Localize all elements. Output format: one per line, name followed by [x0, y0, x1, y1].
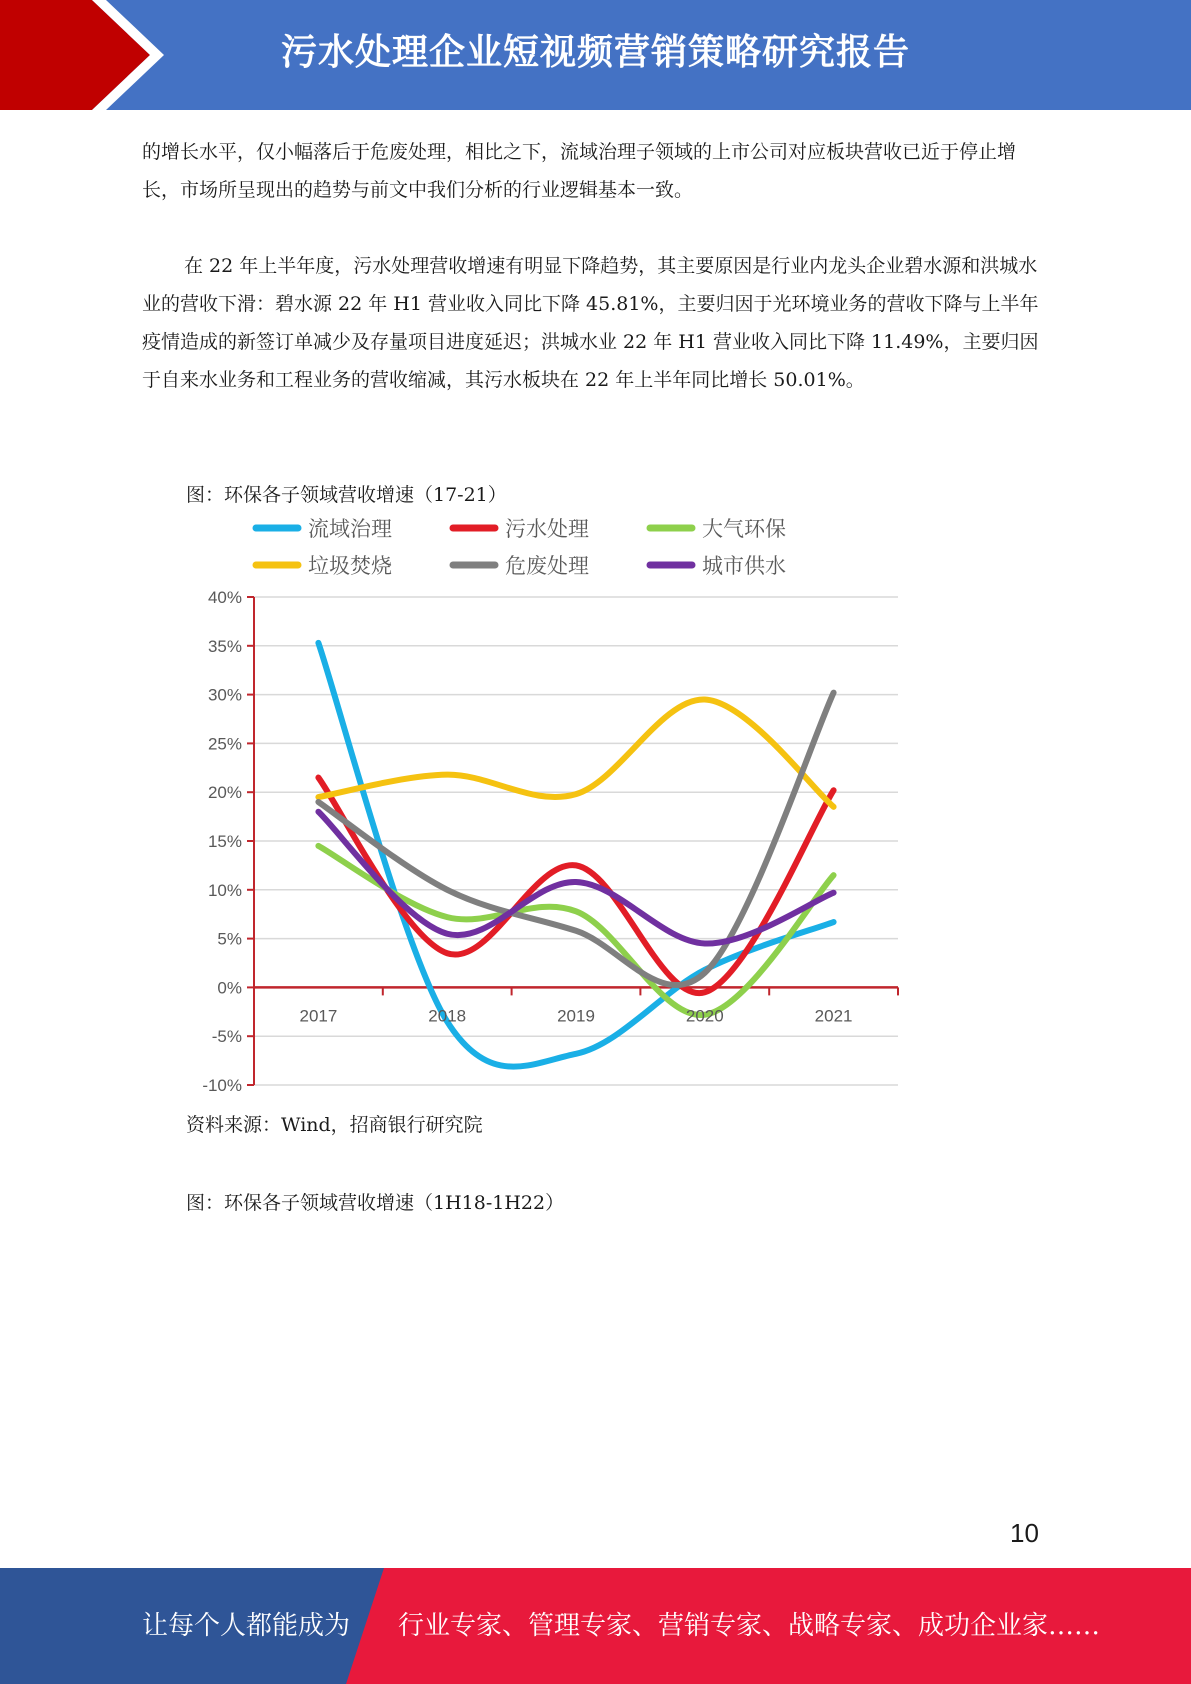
- x-tick-label: 2019: [557, 1006, 595, 1026]
- y-tick-label: 15%: [207, 832, 242, 851]
- series-line-4: [318, 699, 833, 806]
- x-tick-label: 2017: [299, 1006, 338, 1026]
- y-tick-label: 30%: [207, 685, 242, 705]
- figure-1-caption: 图：环保各子领域营收增速（17-21）: [186, 484, 507, 506]
- page-footer: [0, 1568, 1191, 1684]
- footer-slogan-left: 让每个人都能成为: [142, 1611, 351, 1641]
- figure-2-caption: 图：环保各子领域营收增速（1H18-1H22）: [186, 1192, 565, 1214]
- legend-label: 污水处理: [505, 517, 589, 541]
- y-tick-label: 40%: [207, 588, 242, 607]
- body-paragraph-1: 的增长水平，仅小幅落后于危废处理，相比之下，流域治理子领域的上市公司对应板块营收已近于停止增长，市场所呈现出的趋势与前文中我们分析的行业逻辑基本一致。: [142, 141, 1017, 201]
- y-tick-label: 35%: [207, 636, 242, 656]
- y-tick-label: -5%: [211, 1027, 242, 1047]
- y-tick-label: 10%: [207, 880, 242, 900]
- legend-label: 流域治理: [308, 517, 392, 541]
- legend-label: 大气环保: [702, 517, 786, 541]
- footer-slogan-right: 行业专家、管理专家、营销专家、战略专家、成功企业家……: [398, 1611, 1101, 1641]
- x-tick-label: 2021: [814, 1006, 853, 1026]
- legend-label: 危废处理: [505, 554, 589, 578]
- page-number: 10: [1010, 1518, 1039, 1548]
- figure-1-source: 资料来源：Wind，招商银行研究院: [186, 1114, 483, 1136]
- page-header: [0, 0, 1191, 110]
- y-tick-label: 20%: [207, 783, 242, 803]
- legend-label: 垃圾焚烧: [308, 554, 392, 578]
- report-title: 污水处理企业短视频营销策略研究报告: [280, 32, 910, 73]
- y-tick-label: 25%: [207, 734, 242, 754]
- body-paragraph-2: 在 22 年上半年度，污水处理营收增速有明显下降趋势，其主要原因是行业内龙头企业碧水源和洪城水业的营收下滑：碧水源 22 年 H1 营业收入同比下降 45.81%，主要归因于光环境业务的营收下降与上半年疫情造成的新签订单减少及存量项目进度延迟；洪城水业 22 年 H1 营业收入同比下降 11.49%，主要归因于自来水业务和工程业务的营收缩减，其污水板块在 22 年上半年同比增长 50.01%。: [142, 255, 1039, 391]
- legend-label: 城市供水: [702, 554, 786, 578]
- x-tick-label: 2020: [685, 1006, 724, 1026]
- y-tick-label: -10%: [202, 1076, 242, 1095]
- x-tick-label: 2018: [428, 1006, 467, 1026]
- revenue-growth-line-chart: [180, 508, 910, 1103]
- y-tick-label: 5%: [217, 929, 242, 949]
- y-tick-label: 0%: [217, 978, 242, 998]
